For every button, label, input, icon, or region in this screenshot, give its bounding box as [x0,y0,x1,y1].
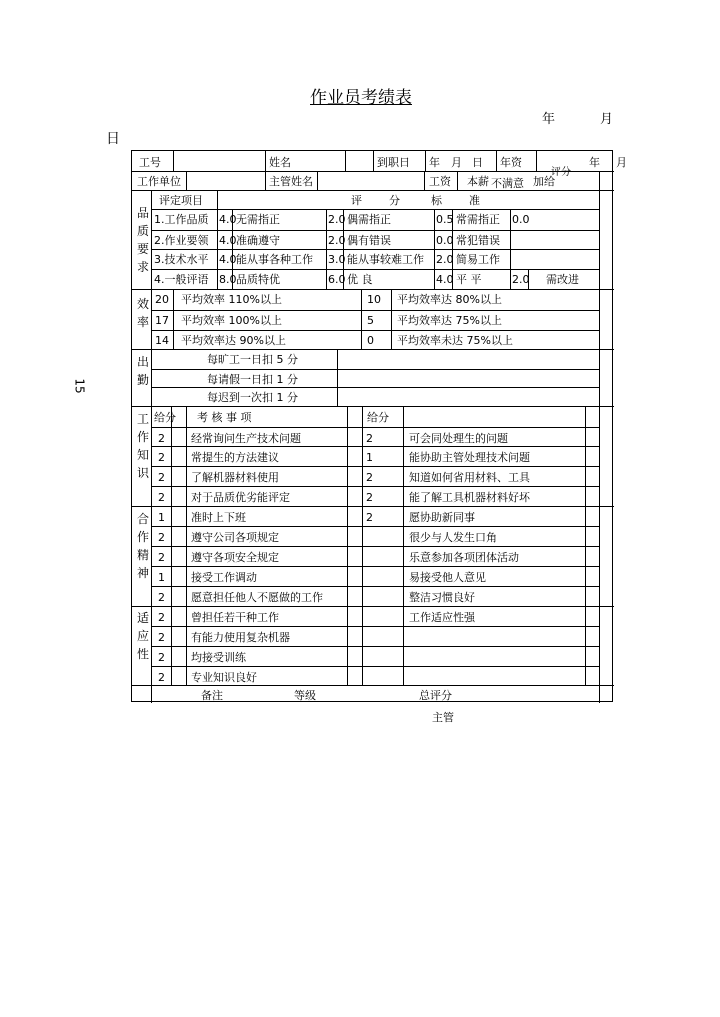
teamwork-item: 准时上下班 [191,511,246,524]
seniority-label: 年资 [500,156,522,169]
efficiency-score: 14 [155,334,169,347]
teamwork-item: 很少与人发生口角 [409,531,497,544]
teamwork-score: 1 [158,511,165,524]
efficiency-score: 10 [367,293,381,306]
add-pay-label: 加给 [533,175,555,188]
table-rule [217,190,218,289]
table-rule [151,566,599,567]
section-rule [132,606,614,607]
quality-description: 准确遵守 [236,234,280,247]
knowledge-score-header: 给分 [154,411,176,424]
adaptability-item: 均接受训练 [191,651,246,664]
table-rule [391,289,392,349]
teamwork-item: 遵守公司各项规定 [191,531,279,544]
page-title: 作业员考绩表 [310,88,412,108]
quality-description: 能从事较难工作 [347,253,424,266]
teamwork-section-label: 合作精神 [136,512,149,580]
quality-item-header: 评定项目 [159,194,203,207]
teamwork-item: 整洁习惯良好 [409,591,475,604]
evaluation-form [131,150,627,702]
table-rule [510,209,511,289]
quality-score: 8.0 [219,273,237,286]
section-rule [132,349,614,350]
table-rule [151,230,599,231]
knowledge-score: 2 [366,491,373,504]
quality-description: 需改进 [546,273,579,286]
knowledge-score: 2 [366,471,373,484]
adaptability-item: 工作适应性强 [409,611,475,624]
table-rule [173,289,174,349]
table-rule [151,330,599,331]
quality-score: 2.0 [328,213,346,226]
table-rule [151,209,599,210]
unit-label: 工作单位 [137,175,181,188]
teamwork-score: 2 [158,551,165,564]
knowledge-score: 1 [366,451,373,464]
hire-date-label: 到职日 [377,156,410,169]
table-rule [151,586,599,587]
table-rule [585,406,586,685]
table-rule [536,151,537,171]
knowledge-item: 常提生的方法建议 [191,451,279,464]
section-rule [132,506,614,507]
dissatisfied-label: 不满意 [491,177,524,190]
table-rule [151,466,599,467]
quality-score: 0.0 [512,213,530,226]
quality-score: 0.5 [436,213,454,226]
attendance-rule-text: 每迟到一次扣 1 分 [207,391,298,404]
table-rule [151,666,599,667]
date-year-label: 年 [542,112,556,127]
table-rule [151,249,599,250]
knowledge-score: 2 [158,432,165,445]
date-month-label: 月 [600,112,614,127]
quality-description: 偶有错误 [347,234,391,247]
knowledge-item: 能了解工具机器材料好坏 [409,491,530,504]
table-rule [265,151,266,171]
table-rule [424,171,425,190]
teamwork-item: 愿意担任他人不愿做的工作 [191,591,323,604]
table-rule [265,171,266,190]
grade-label: 等级 [294,689,316,702]
quality-standard-header: 评 [351,194,362,207]
table-rule [151,387,599,388]
header-rule [132,171,614,172]
header-rule [132,190,614,191]
knowledge-score: 2 [366,432,373,445]
seniority-month-label: 月 [616,156,627,169]
table-rule [337,349,338,406]
table-rule [457,171,458,190]
table-rule [345,151,346,171]
efficiency-description: 平均效率 100%以上 [181,314,282,327]
quality-description: 偶需指正 [347,213,391,226]
name-label: 姓名 [269,156,291,169]
date-day-label: 日 [106,131,120,147]
efficiency-description: 平均效率达 75%以上 [397,314,502,327]
adaptability-score: 2 [158,671,165,684]
knowledge-item: 知道如何省用材料、工具 [409,471,530,484]
table-rule [373,151,374,171]
teamwork-item: 接受工作调动 [191,571,257,584]
teamwork-score: 2 [158,531,165,544]
knowledge-section-label: 工作知识 [136,412,149,480]
table-rule [317,171,318,190]
quality-score: 4.0 [219,213,237,226]
table-rule [362,406,363,685]
teamwork-score: 2 [158,591,165,604]
knowledge-item: 可会同处理生的问题 [409,432,508,445]
quality-item: 3.技术水平 [154,253,209,266]
table-rule [151,369,599,370]
total-score-label: 总评分 [419,689,452,702]
efficiency-description: 平均效率达 80%以上 [397,293,502,306]
quality-description: 常犯错误 [456,234,500,247]
quality-description: 常需指正 [456,213,500,226]
adaptability-score: 2 [158,651,165,664]
knowledge-score-header: 给分 [367,411,389,424]
teamwork-score: 1 [158,571,165,584]
quality-standard-header: 准 [469,194,480,207]
quality-score: 4.0 [436,273,454,286]
table-rule [434,209,435,289]
adaptability-item: 曾担任若干种工作 [191,611,279,624]
efficiency-score: 20 [155,293,169,306]
base-pay-label: 本薪 [467,175,489,188]
efficiency-score: 5 [367,314,374,327]
table-rule [361,289,362,349]
table-rule [403,406,404,685]
table-rule [186,406,187,685]
knowledge-item: 经常询问生产技术问题 [191,432,301,445]
teamwork-item: 遵守各项安全规定 [191,551,279,564]
right-inner-rule [599,171,600,703]
teamwork-item: 乐意参加各项团体活动 [409,551,519,564]
table-rule [347,406,348,685]
hire-month-label: 月 [451,156,462,169]
knowledge-item: 了解机器材料使用 [191,471,279,484]
table-rule [151,526,599,527]
quality-item: 1.工作品质 [154,213,209,226]
teamwork-item: 易接受他人意见 [409,571,486,584]
efficiency-score: 17 [155,314,169,327]
quality-score: 0.0 [436,234,454,247]
adaptability-section-label: 适应性 [136,611,149,661]
table-rule [151,427,599,428]
adaptability-score: 2 [158,631,165,644]
attendance-rule-text: 每请假一日扣 1 分 [207,373,298,386]
adaptability-score: 2 [158,611,165,624]
quality-description: 品质特优 [236,273,280,286]
supervisor-name-label: 主管姓名 [269,175,313,188]
supervisor-signature-label: 主管 [432,711,454,724]
page-number: 15 [72,378,87,394]
seniority-year-label: 年 [589,156,600,169]
knowledge-item: 对于品质优劣能评定 [191,491,290,504]
quality-description: 无需指正 [236,213,280,226]
quality-description: 优 良 [347,273,373,286]
efficiency-section-label: 效率 [136,297,149,329]
section-rule [132,685,614,686]
quality-score: 2.0 [512,273,530,286]
hire-year-label: 年 [429,156,440,169]
table-rule [151,626,599,627]
knowledge-score: 2 [158,491,165,504]
table-rule [151,446,599,447]
efficiency-description: 平均效率未达 75%以上 [397,334,513,347]
table-rule [326,209,327,289]
table-rule [425,151,426,171]
wage-label: 工资 [429,175,451,188]
quality-score: 4.0 [219,234,237,247]
knowledge-item: 能协助主管处理技术问题 [409,451,530,464]
hire-day-label: 日 [472,156,483,169]
table-rule [151,486,599,487]
attendance-section-label: 出勤 [136,355,149,387]
efficiency-description: 平均效率达 90%以上 [181,334,286,347]
job-no-label: 工号 [139,156,161,169]
table-rule [151,546,599,547]
quality-score: 2.0 [436,253,454,266]
quality-standard-header: 分 [389,194,400,207]
quality-description: 能从事各种工作 [236,253,313,266]
efficiency-score: 0 [367,334,374,347]
score-label: 评分 [551,167,571,178]
knowledge-score: 2 [158,451,165,464]
adaptability-item: 有能力使用复杂机器 [191,631,290,644]
table-rule [151,269,599,270]
knowledge-score: 2 [158,471,165,484]
quality-score: 2.0 [328,234,346,247]
quality-standard-header: 标 [431,194,442,207]
teamwork-score: 2 [366,511,373,524]
table-rule [151,646,599,647]
section-rule [132,406,614,407]
remarks-label: 备注 [201,689,223,702]
quality-score: 4.0 [219,253,237,266]
efficiency-description: 平均效率 110%以上 [181,293,282,306]
section-rule [132,289,614,290]
adaptability-item: 专业知识良好 [191,671,257,684]
quality-score: 6.0 [328,273,346,286]
table-rule [151,310,599,311]
quality-description: 简易工作 [456,253,500,266]
quality-section-label: 品质要求 [136,206,149,274]
quality-item: 4.一般评语 [154,273,209,286]
teamwork-item: 愿协助新同事 [409,511,475,524]
table-rule [173,151,174,171]
quality-item: 2.作业要领 [154,234,209,247]
quality-description: 平 平 [456,273,482,286]
quality-score: 3.0 [328,253,346,266]
table-rule [496,151,497,171]
attendance-rule-text: 每旷工一日扣 5 分 [207,353,298,366]
table-rule [171,406,172,685]
knowledge-item-header: 考 核 事 项 [197,411,252,424]
table-rule [186,171,187,190]
